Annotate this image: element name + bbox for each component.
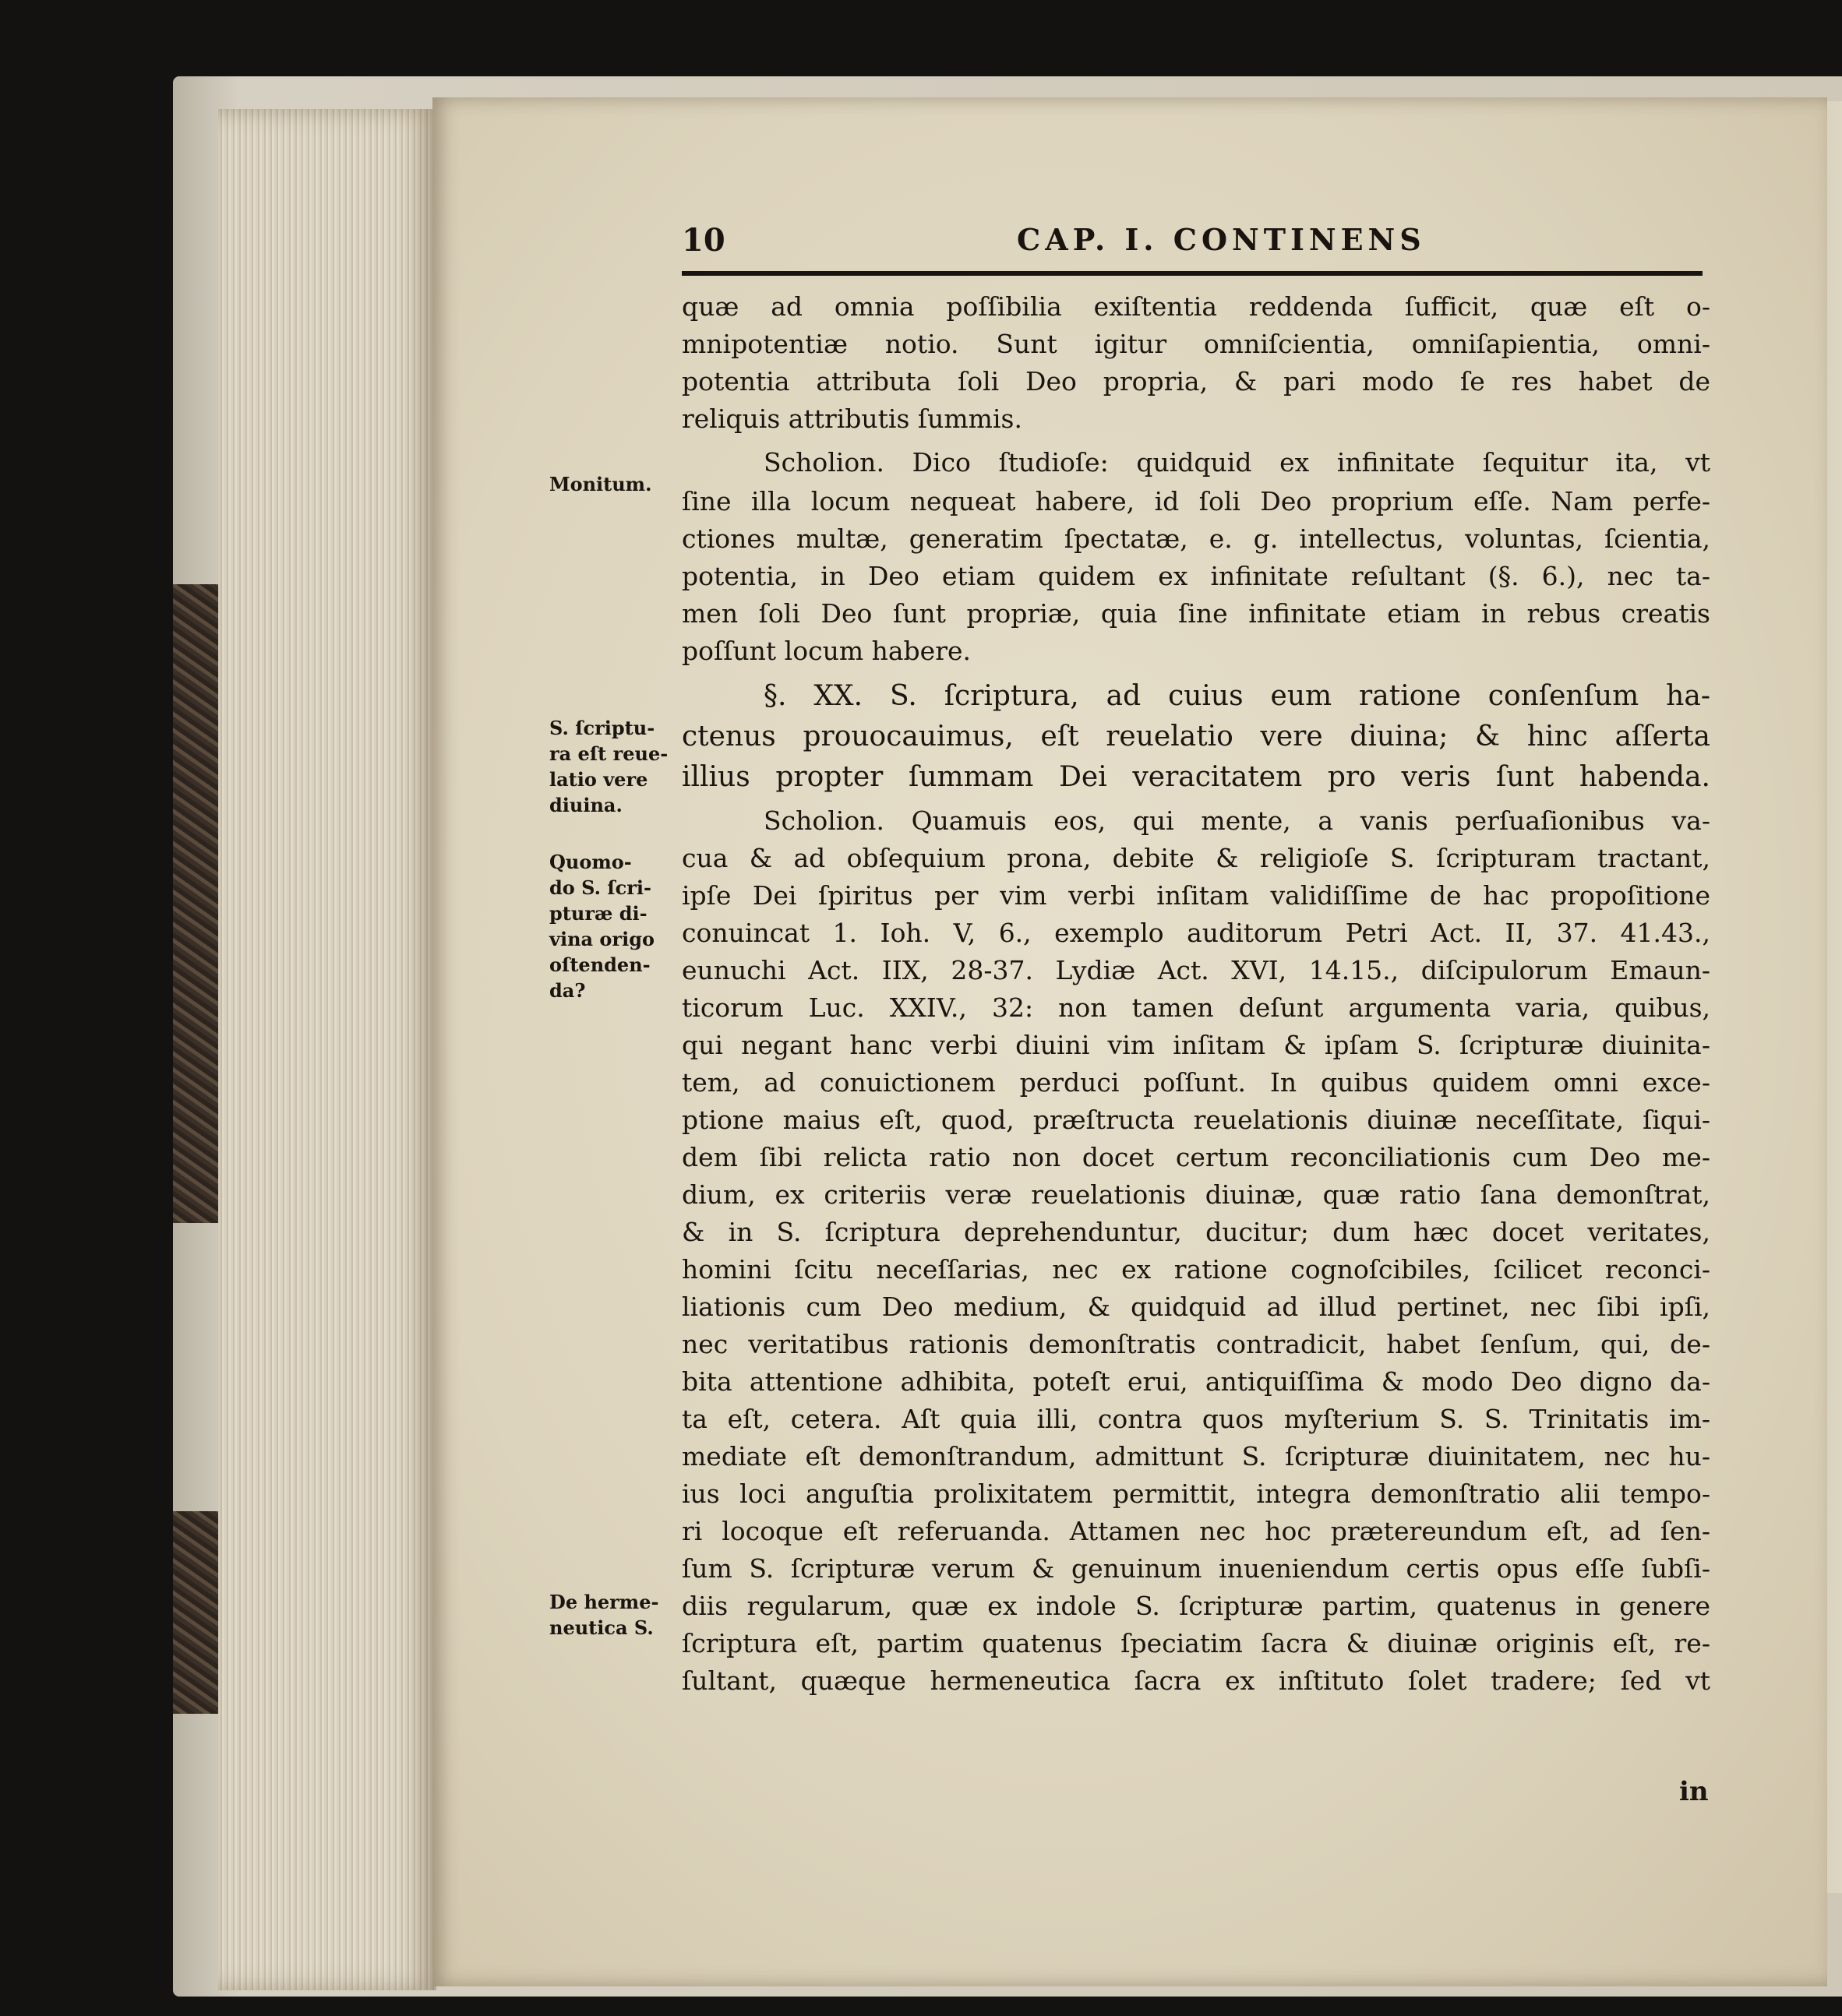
text-line: mnipotentiæ notio. Sunt igitur omniſcientia, omniſapientia, omni- — [682, 329, 1710, 359]
text-line: eunuchi Act. IIX, 28-37. Lydiæ Act. XVI, 14.15., diſcipulorum Emaun- — [682, 955, 1710, 985]
text-line: dium, ex criteriis veræ reuelationis diuinæ, quæ ratio ſana demonſtrat, — [682, 1179, 1710, 1210]
text-line: mediate eſt demonſtrandum, admittunt S. ſcripturæ diuinitatem, nec hu- — [682, 1441, 1710, 1471]
page-edges — [218, 109, 436, 1990]
text-line: ctiones multæ, generatim ſpectatæ, e. g. intellectus, voluntas, ſcientia, — [682, 523, 1710, 554]
leather-binding-lower — [173, 1511, 218, 1714]
margin-note-line: diuina. — [549, 794, 623, 816]
margin-note-line: Monitum. — [549, 473, 652, 495]
text-line: ta eſt, cetera. Aſt quia illi, contra quos myſterium S. S. Trinitatis im- — [682, 1404, 1710, 1434]
margin-note-line: vina origo — [549, 928, 655, 950]
text-line: ſum S. ſcripturæ verum & genuinum inueniendum certis opus eſſe ſubſi- — [682, 1553, 1710, 1584]
margin-note-line: S. ſcriptu- — [549, 717, 655, 739]
text-line: quæ ad omnia poſſibilia exiſtentia reddenda ſufficit, quæ eſt o- — [682, 291, 1710, 322]
text-line: ſultant, quæque hermeneutica ſacra ex inſtituto ſolet tradere; ſed vt — [682, 1665, 1710, 1696]
text-line: dem ſibi relicta ratio non docet certum reconciliationis cum Deo me- — [682, 1142, 1710, 1172]
text-line: illius propter ſummam Dei veracitatem pro veris ſunt habenda. — [682, 761, 1710, 793]
margin-note-scriptura — [549, 715, 686, 818]
margin-note-line: ra eſt reue- — [549, 742, 669, 765]
text-line: conuincat 1. Ioh. V, 6., exemplo auditorum Petri Act. II, 37. 41.43., — [682, 918, 1710, 948]
text-line: poſſunt locum habere. — [682, 636, 971, 666]
text-line: reliquis attributis ſummis. — [682, 404, 1022, 434]
text-line: ipſe Dei ſpiritus per vim verbi inſitam validiſſime de hac propoſitione — [682, 880, 1710, 911]
text-line: potentia, in Deo etiam quidem ex infinitate reſultant (§. 6.), nec ta- — [682, 561, 1710, 591]
margin-note-line: da? — [549, 979, 586, 1002]
margin-note-line: neutica S. — [549, 1616, 654, 1639]
text-line: bita attentione adhibita, poteſt erui, antiquiſſima & modo Deo digno da- — [682, 1366, 1710, 1397]
text-line: tem, ad conuictionem perduci poſſunt. In quibus quidem omni exce- — [682, 1067, 1710, 1098]
header-rule — [682, 271, 1703, 276]
text-line: cua & ad obſequium prona, debite & religioſe S. ſcripturam tractant, — [682, 843, 1710, 873]
page-header — [682, 222, 1703, 261]
margin-note-monitum — [549, 471, 686, 497]
margin-note-line: Quomo- — [549, 851, 632, 873]
text-line: ius loci anguſtia prolixitatem permittit, integra demonſtratio alii tempo- — [682, 1479, 1710, 1509]
text-line: ſcriptura eſt, partim quatenus ſpeciatim ſacra & diuinæ originis eſt, re- — [682, 1628, 1710, 1658]
text-line: homini ſcitu neceſſarias, nec ex ratione cognoſcibiles, ſcilicet reconci- — [682, 1254, 1710, 1285]
margin-note-line: oſtenden- — [549, 953, 651, 976]
text-line: nec veritatibus rationis demonſtratis contradicit, habet ſenſum, qui, de- — [682, 1329, 1710, 1359]
text-line: & in S. ſcriptura deprehenduntur, ducitur; dum hæc docet veritates, — [682, 1217, 1710, 1247]
margin-note-line: latio vere — [549, 768, 648, 791]
running-title: CAP. I. CONTINENS — [1017, 222, 1426, 257]
text-line: ctenus prouocauimus, eſt reuelatio vere diuina; & hinc aſſerta — [682, 721, 1710, 752]
text-line: men ſoli Deo ſunt propriæ, quia ſine infinitate etiam in rebus creatis — [682, 598, 1710, 629]
text-line: potentia attributa ſoli Deo propria, & pari modo ſe res habet de — [682, 366, 1710, 397]
margin-note-quomodo — [549, 849, 686, 1003]
text-line: §. XX. S. ſcriptura, ad cuius eum ratione conſenſum ha- — [764, 680, 1710, 712]
text-line: qui negant hanc verbi diuini vim inſitam & ipſam S. ſcripturæ diuinita- — [682, 1030, 1710, 1060]
margin-note-hermeneutica — [549, 1589, 686, 1641]
text-line: liationis cum Deo medium, & quidquid ad illud pertinet, nec ſibi ipſi, — [682, 1292, 1710, 1322]
margin-note-line: pturæ di- — [549, 902, 648, 925]
leather-binding-upper — [173, 584, 218, 1223]
margin-note-line: De herme- — [549, 1591, 659, 1613]
text-line: ri locoque eſt referuanda. Attamen nec hoc prætereundum eſt, ad ſen- — [682, 1516, 1710, 1546]
text-line: diis regularum, quæ ex indole S. ſcripturæ partim, quatenus in genere — [682, 1591, 1710, 1621]
catchword: in — [1679, 1776, 1709, 1807]
text-line: Scholion. Quamuis eos, qui mente, a vanis perſuaſionibus va- — [764, 805, 1710, 836]
text-line: Scholion. Dico ſtudioſe: quidquid ex infinitate ſequitur ita, vt — [764, 447, 1710, 478]
page-number: 10 — [682, 222, 725, 259]
text-line: ſine illa locum nequeat habere, id ſoli Deo proprium eſſe. Nam perfe- — [682, 486, 1710, 516]
text-line: ticorum Luc. XXIV., 32: non tamen deſunt argumenta varia, quibus, — [682, 992, 1710, 1023]
text-line: ptione maius eſt, quod, præſtructa reuelationis diuinæ neceſſitate, ſiqui- — [682, 1105, 1710, 1135]
margin-note-line: do S. ſcri- — [549, 876, 651, 899]
